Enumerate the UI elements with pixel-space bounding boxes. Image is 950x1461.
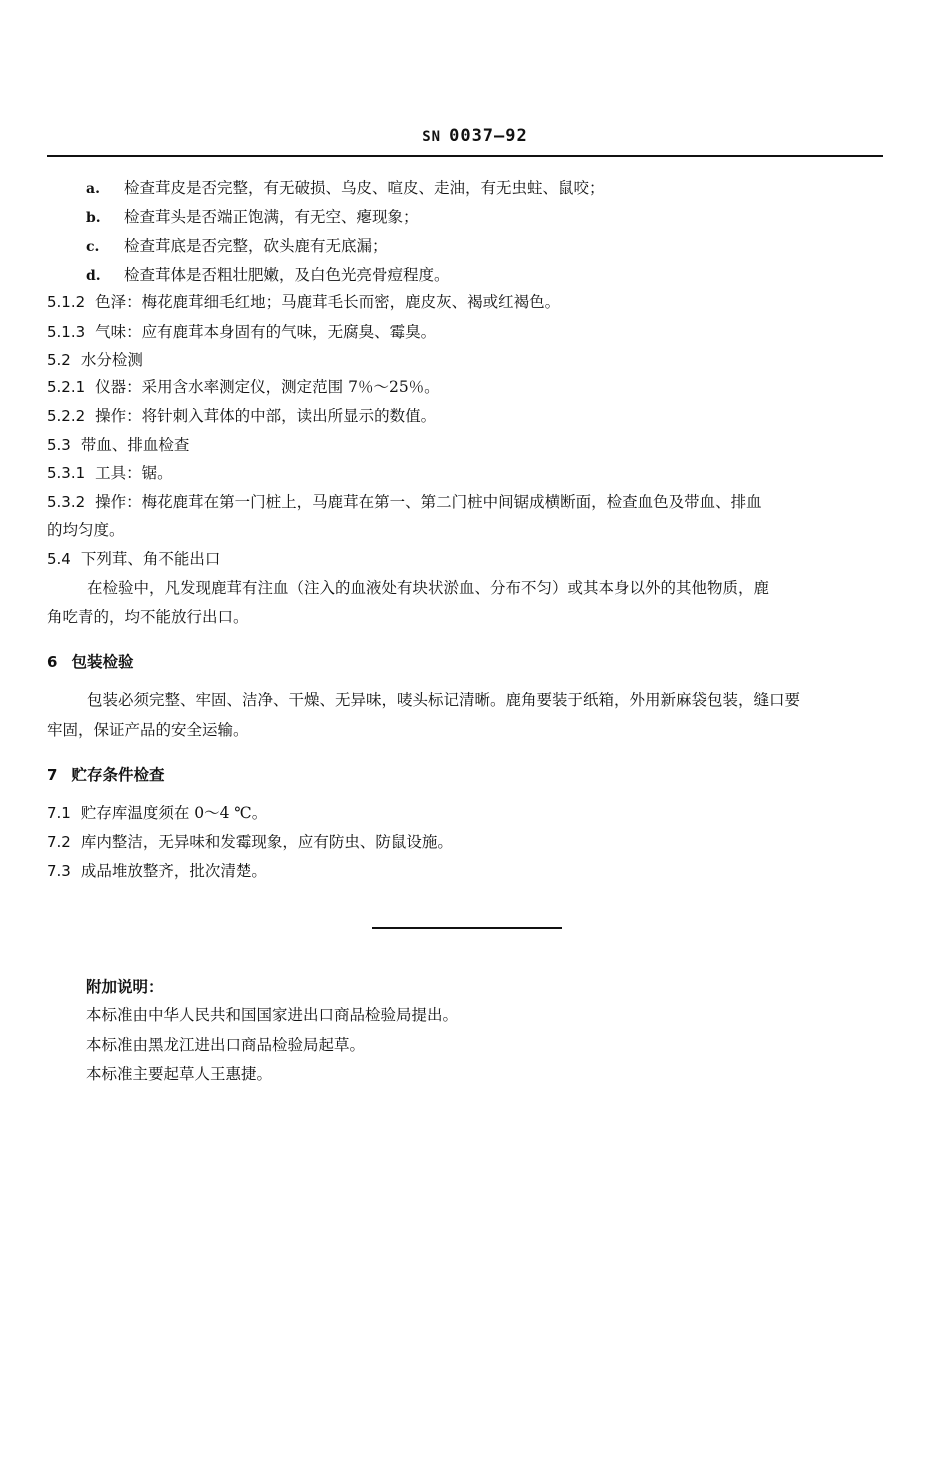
clause-text: 下列茸、角不能出口 (80, 550, 221, 568)
clause-text: 库内整洁，无异味和发霉现象，应有防虫、防鼠设施。 (80, 833, 453, 851)
clause-5-2-1 (47, 377, 440, 397)
clause-7-2 (47, 832, 453, 852)
item-text: 检查茸头是否端正饱满，有无空、瘪现象； (124, 208, 419, 226)
clause-text: 水分检测 (80, 351, 143, 369)
clause-5-1-2 (47, 292, 560, 312)
item-text: 检查茸皮是否完整，有无破损、乌皮、喧皮、走油，有无虫蛀、鼠咬； (124, 179, 605, 197)
clause-text: 气味：应有鹿茸本身固有的气味，无腐臭、霉臭。 (95, 323, 437, 341)
notes-line: 本标准主要起草人王惠捷。 (86, 1065, 273, 1083)
section-7-title (47, 763, 164, 785)
clause-text: 成品堆放整齐，批次清楚。 (80, 862, 267, 880)
clause-text: 操作：将针刺入茸体的中部，读出所显示的数值。 (95, 407, 437, 425)
clause-5-2 (47, 350, 143, 370)
section-heading: 包装检验 (71, 652, 134, 671)
notes-line: 本标准由中华人民共和国国家进出口商品检验局提出。 (86, 1006, 459, 1024)
clause-text: 操作：梅花鹿茸在第一门桩上，马鹿茸在第一、第二门桩中间锯成横断面，检查血色及带血、排血 (95, 493, 762, 511)
clause-5-3-1 (47, 463, 173, 483)
clause-number: 5.2.2 (47, 407, 86, 425)
clause-7-3 (47, 861, 267, 881)
section-number: 7 (47, 766, 58, 784)
clause-number: 7.3 (47, 862, 71, 880)
section-6-title (47, 650, 133, 672)
clause-5-4-paragraph-line-2: 角吃青的，均不能放行出口。 (47, 608, 249, 626)
list-item (86, 265, 450, 286)
notes-title: 附加说明： (86, 977, 164, 996)
clause-text: 色泽：梅花鹿茸细毛红地；马鹿茸毛长而密，鹿皮灰、褐或红褐色。 (95, 293, 561, 311)
item-letter: d. (86, 268, 101, 284)
page-header (0, 126, 950, 146)
clause-number: 5.2 (47, 351, 71, 369)
clause-number: 7.1 (47, 804, 71, 822)
item-text: 检查茸底是否完整，砍头鹿有无底漏； (124, 237, 388, 255)
section-number: 6 (47, 653, 58, 671)
item-text: 检查茸体是否粗壮肥嫩，及白色光亮骨痘程度。 (124, 266, 450, 284)
clause-5-2-2 (47, 406, 436, 426)
clause-text: 贮存库温度须在 0～4 ℃。 (80, 804, 268, 822)
end-divider (372, 927, 562, 929)
clause-7-1 (47, 803, 267, 823)
item-letter: c. (86, 239, 100, 255)
list-item (86, 236, 388, 257)
notes-line: 本标准由黑龙江进出口商品检验局起草。 (86, 1036, 366, 1054)
header-divider (47, 155, 883, 157)
item-letter: a. (86, 181, 100, 197)
clause-5-3-2 (47, 492, 762, 512)
section-6-paragraph-line-1: 包装必须完整、牢固、洁净、干燥、无异味，唛头标记清晰。鹿角要装于纸箱，外用新麻袋包装，缝口要 (87, 691, 801, 709)
clause-number: 5.3.1 (47, 464, 86, 482)
clause-5-4-paragraph-line-1: 在检验中，凡发现鹿茸有注血（注入的血液处有块状淤血、分布不匀）或其本身以外的其他物质，鹿 (87, 579, 770, 597)
list-item (86, 207, 419, 228)
clause-5-1-3 (47, 322, 436, 342)
clause-5-3 (47, 435, 189, 455)
item-letter: b. (86, 210, 101, 226)
clause-5-4 (47, 549, 220, 569)
standard-number: 0037—92 (449, 126, 528, 146)
section-heading: 贮存条件检查 (71, 765, 165, 784)
clause-number: 5.1.2 (47, 293, 86, 311)
clause-number: 5.1.3 (47, 323, 86, 341)
clause-number: 5.4 (47, 550, 71, 568)
clause-number: 7.2 (47, 833, 71, 851)
clause-text: 带血、排血检查 (80, 436, 190, 454)
clause-number: 5.2.1 (47, 378, 86, 396)
clause-number: 5.3 (47, 436, 71, 454)
list-item (86, 178, 605, 199)
standard-prefix: SN (422, 129, 442, 145)
clause-5-3-2-continued: 的均匀度。 (47, 521, 125, 539)
clause-number: 5.3.2 (47, 493, 86, 511)
clause-text: 工具：锯。 (95, 464, 173, 482)
clause-text: 仪器：采用含水率测定仪，测定范围 7％～25％。 (95, 378, 440, 396)
section-6-paragraph-line-2: 牢固，保证产品的安全运输。 (47, 721, 249, 739)
